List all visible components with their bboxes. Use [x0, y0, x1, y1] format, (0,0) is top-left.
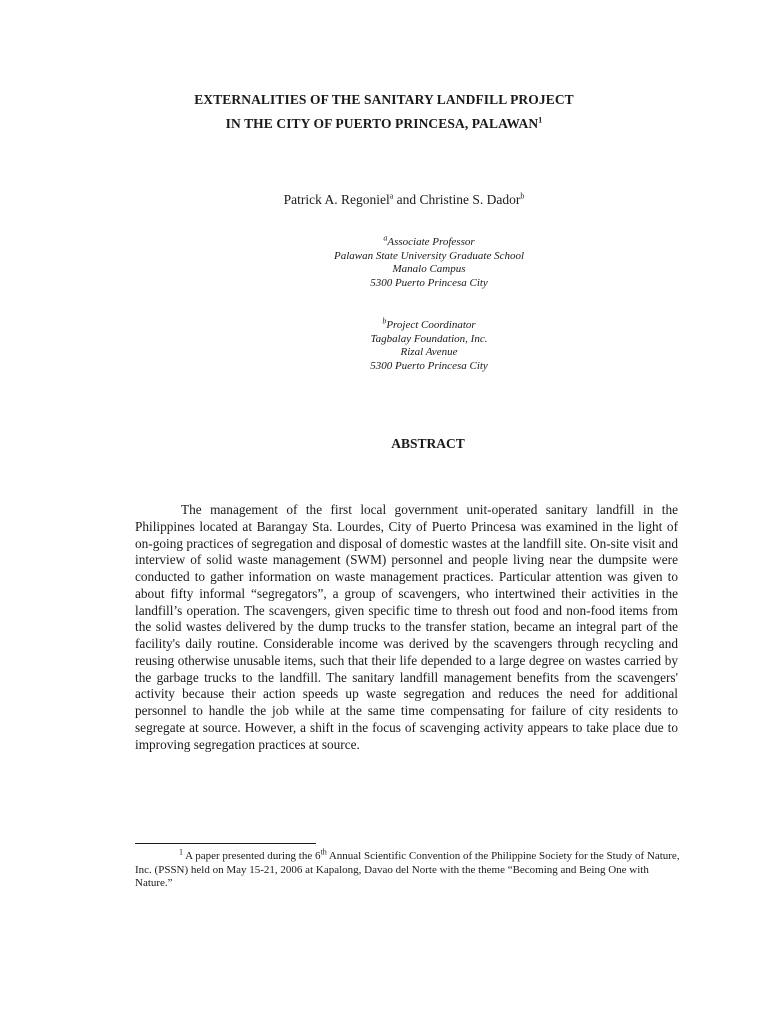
abstract-paragraph: The management of the first local government unit-operated sanitary landfill in the Philippines located at Barangay Sta. Lourdes, City of Puerto Princesa was examined in the light of on-going practices of segregation and disposal of domestic wastes at the landfill site. On-site visit and interview of solid waste management (SWM) personnel and people living near the dumpsite were conducted to gather information on waste management practices. Particular attention was given to about fifty informal “segregators”, a group of scavengers, who intertwined their activities in the landfill’s operation. The scavengers, given specific time to thresh out food and non-food items from the solid wastes delivered by the dump trucks to the transfer station, became an integral part of the facility's daily routine. Considerable income was derived by the scavengers through recycling and reusing otherwise unusable items, such that their life depended to a large degree on wastes carried by the garbage trucks to the landfill. The sanitary landfill management benefits from the scavengers' activity because their action speeds up waste segregation and reduces the need for additional personnel to handle the job while at the same time compensating for failure of city residents to segregate at source. However, a shift in the focus of scavenging activity appears to take place due to improving segregation practices at source. — [135, 502, 678, 752]
abstract-heading: ABSTRACT — [391, 436, 465, 452]
affiliation-a-campus: Manalo Campus — [392, 263, 466, 276]
affiliation-b-city: 5300 Puerto Princesa City — [370, 360, 488, 373]
author-1-affiliation-marker: a — [389, 191, 394, 201]
affiliation-a-position-line — [0, 233, 768, 250]
author-list — [0, 192, 768, 208]
author-name-2: Christine S. Dador — [419, 192, 521, 207]
affiliation-b-institution: Tagbalay Foundation, Inc. — [370, 332, 488, 345]
paper-title-line-1 — [0, 92, 768, 108]
author-name-1: Patrick A. Regoniel — [283, 192, 390, 207]
author-conjunction: and — [393, 192, 420, 207]
affiliation-a-position: Associate Professor — [387, 236, 475, 248]
footnote-ordinal-suffix: th — [320, 847, 327, 857]
affiliation-a-marker: a — [383, 233, 388, 243]
title-footnote-marker[interactable]: 1 — [538, 115, 543, 125]
affiliation-b-marker: b — [382, 316, 387, 326]
footnote-divider — [135, 843, 316, 844]
paper-title-line-2 — [0, 116, 768, 132]
affiliation-b — [0, 316, 768, 374]
title-text-line-1: EXTERNALITIES OF THE SANITARY LANDFILL PROJECT — [194, 92, 574, 107]
affiliation-a-city: 5300 Puerto Princesa City — [370, 277, 488, 290]
affiliation-b-street: Rizal Avenue — [400, 346, 458, 359]
footnote-1 — [135, 847, 680, 891]
affiliation-b-position-line — [0, 316, 768, 333]
footnote-marker: 1 — [179, 847, 183, 857]
affiliation-a-institution: Palawan State University Graduate School — [333, 249, 525, 262]
author-2-affiliation-marker: b — [520, 191, 525, 201]
affiliation-b-position: Project Coordinator — [386, 319, 476, 331]
footnote-text-end: Annual Scientific Convention of the Philippine Society for the Study of Nature, Inc. (PSSN) held on May 15-21, 2006 at Kapalong, Davao del Norte with the theme “Becoming and Being One with Nature.” — [135, 850, 680, 890]
title-text-line-2: IN THE CITY OF PUERTO PRINCESA, PALAWAN — [225, 116, 539, 131]
affiliation-a — [0, 233, 768, 291]
footnote-text-start: A paper presented during the 6 — [183, 850, 321, 862]
